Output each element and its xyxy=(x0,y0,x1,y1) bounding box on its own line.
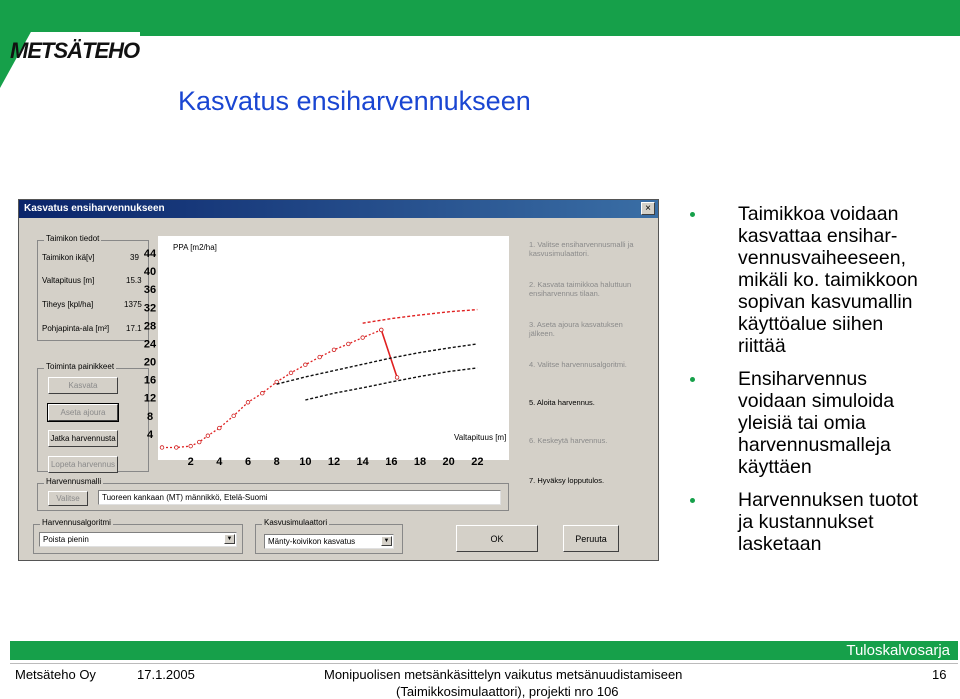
bullet-item xyxy=(690,368,955,478)
x-tick-label: 8 xyxy=(273,456,280,468)
set-strip-road-button[interactable]: Aseta ajoura xyxy=(48,404,118,421)
actions-label: Toiminta painikkeet xyxy=(46,362,115,371)
data-point xyxy=(246,400,250,404)
data-point xyxy=(206,434,210,438)
footer-bar xyxy=(10,641,958,660)
bullet-dot-icon xyxy=(690,212,695,217)
x-tick-label: 14 xyxy=(356,456,369,468)
age-value: 39 xyxy=(130,253,139,262)
algorithm-group xyxy=(33,518,243,554)
y-tick-label: 8 xyxy=(146,410,154,423)
y-tick-label: 44 xyxy=(143,248,157,261)
y-tick-label: 20 xyxy=(143,356,157,369)
data-point xyxy=(361,336,365,340)
stand-info-group xyxy=(37,234,149,341)
continue-thinning-button[interactable]: Jatka harvennusta xyxy=(48,430,118,447)
ok-button[interactable]: OK xyxy=(456,525,538,552)
data-point xyxy=(304,363,308,367)
bullet-list xyxy=(690,203,955,566)
y-tick-label: 24 xyxy=(143,338,157,351)
footer-org: Metsäteho Oy xyxy=(15,667,96,682)
x-tick-label: 2 xyxy=(187,456,194,468)
footer-date: 17.1.2005 xyxy=(137,667,195,682)
instruction-step: 6. Keskeytä harvennus. xyxy=(529,436,608,445)
x-tick-label: 16 xyxy=(385,456,398,468)
y-tick-label: 28 xyxy=(143,320,157,333)
x-tick-label: 18 xyxy=(413,456,427,468)
data-point xyxy=(289,371,293,375)
bullet-dot-icon xyxy=(690,377,695,382)
data-point xyxy=(189,444,193,448)
thinning-model-group xyxy=(37,477,509,511)
y-tick-label: 12 xyxy=(143,392,157,405)
y-tick-label: 32 xyxy=(143,302,157,315)
thinning-model-field[interactable]: Tuoreen kankaan (MT) männikkö, Etelä-Suomi xyxy=(98,490,501,505)
bullet-text: Ensiharvennus voidaan simuloida yleisiä tai omia harvennusmalleja käyttäen xyxy=(738,368,895,478)
instruction-step: 2. Kasvata taimikkoa haluttuun ensiharvennus tilaan. xyxy=(529,280,632,298)
density-label: Tiheys [kpl/ha] xyxy=(42,300,94,309)
algorithm-select[interactable] xyxy=(39,532,237,547)
instruction-step: 7. Hyväksy lopputulos. xyxy=(529,476,605,485)
density-value: 1375 xyxy=(124,300,142,309)
bullet-text: Taimikkoa voidaan kasvattaa ensihar- vennusvaiheeseen, mikäli ko. taimikkoon sopivan kasvumallin käyttöalue siihen riittää xyxy=(738,203,918,357)
select-model-button[interactable]: Valitse xyxy=(48,491,88,506)
data-point xyxy=(197,440,201,444)
top-green-bar xyxy=(0,0,960,32)
basal-area-value: 17.1 xyxy=(126,324,142,333)
grow-button[interactable]: Kasvata xyxy=(48,377,118,394)
age-label: Taimikon ikä[v] xyxy=(42,253,95,262)
growth-model-label: Kasvusimulaattori xyxy=(264,518,328,527)
data-point xyxy=(395,376,399,380)
x-tick-label: 20 xyxy=(442,456,455,468)
series-line xyxy=(305,368,477,400)
bullet-item xyxy=(690,203,955,357)
actions-group xyxy=(37,362,149,472)
x-tick-label: 12 xyxy=(327,456,341,468)
data-point xyxy=(175,446,179,450)
bullet-item xyxy=(690,489,955,555)
bullet-dot-icon xyxy=(690,498,695,503)
x-tick-label: 4 xyxy=(216,456,223,468)
y-tick-label: 36 xyxy=(143,284,157,297)
data-point xyxy=(232,414,236,418)
instruction-step: 4. Valitse harvennusalgoritmi. xyxy=(529,360,627,369)
basal-area-label: Pohjapinta-ala [m²] xyxy=(42,324,110,333)
bullet-text: Harvennuksen tuotot ja kustannukset lasketaan xyxy=(738,489,918,555)
growth-model-select[interactable] xyxy=(264,534,394,549)
footer-divider xyxy=(10,663,958,664)
data-point xyxy=(160,446,164,450)
cancel-button[interactable]: Peruuta xyxy=(563,525,619,552)
footer-project-line2: (Taimikkosimulaattori), projekti nro 106 xyxy=(396,684,619,699)
y-tick-label: 16 xyxy=(143,374,157,387)
footer-project-line1: Monipuolisen metsänkäsittelyn vaikutus metsänuudistamiseen xyxy=(324,667,683,682)
algorithm-label: Harvennusalgoritmi xyxy=(42,518,111,527)
x-tick-label: 6 xyxy=(244,456,252,468)
thinning-model-label: Harvennusmalli xyxy=(46,477,102,486)
data-point xyxy=(318,355,322,359)
data-point xyxy=(261,391,265,395)
algorithm-value: Poista pienin xyxy=(43,535,89,544)
chevron-down-icon[interactable]: ▼ xyxy=(224,534,235,544)
chevron-down-icon[interactable]: ▼ xyxy=(381,536,392,546)
data-point xyxy=(218,426,222,430)
x-axis-label: Valtapituus [m] xyxy=(454,433,507,442)
growth-model-value: Mänty-koivikon kasvatus xyxy=(268,537,356,546)
instruction-step: 1. Valitse ensiharvennusmalli ja kasvusimulaattori. xyxy=(529,240,634,258)
data-point xyxy=(332,348,336,352)
y-tick-label: 4 xyxy=(146,428,154,441)
metsateho-logo: METSÄTEHO xyxy=(10,38,140,63)
series-line xyxy=(381,330,397,377)
stop-thinning-button[interactable]: Lopeta harvennus xyxy=(48,456,118,473)
x-tick-label: 10 xyxy=(299,456,312,468)
height-value: 15.3 xyxy=(126,276,142,285)
footer-brand: Tuloskalvosarja xyxy=(846,642,950,659)
instruction-step: 3. Aseta ajoura kasvatuksen jälkeen. xyxy=(529,320,623,338)
data-point xyxy=(380,328,384,332)
stand-info-label: Taimikon tiedot xyxy=(46,234,100,243)
data-point xyxy=(347,342,351,346)
instruction-step: 5. Aloita harvennus. xyxy=(529,398,595,407)
series-line xyxy=(363,310,478,324)
close-icon[interactable]: × xyxy=(641,202,655,215)
footer-page-number: 16 xyxy=(932,667,947,682)
series-line xyxy=(162,330,381,448)
growth-model-group xyxy=(255,518,403,554)
growth-chart xyxy=(143,236,509,468)
y-tick-label: 40 xyxy=(143,266,157,279)
x-tick-label: 22 xyxy=(471,456,484,468)
y-axis-label: PPA [m2/ha] xyxy=(173,243,217,252)
slide-title: Kasvatus ensiharvennukseen xyxy=(178,86,531,116)
window-title: Kasvatus ensiharvennukseen xyxy=(19,200,658,218)
height-label: Valtapituus [m] xyxy=(42,276,95,285)
top-green-underline xyxy=(140,32,960,36)
